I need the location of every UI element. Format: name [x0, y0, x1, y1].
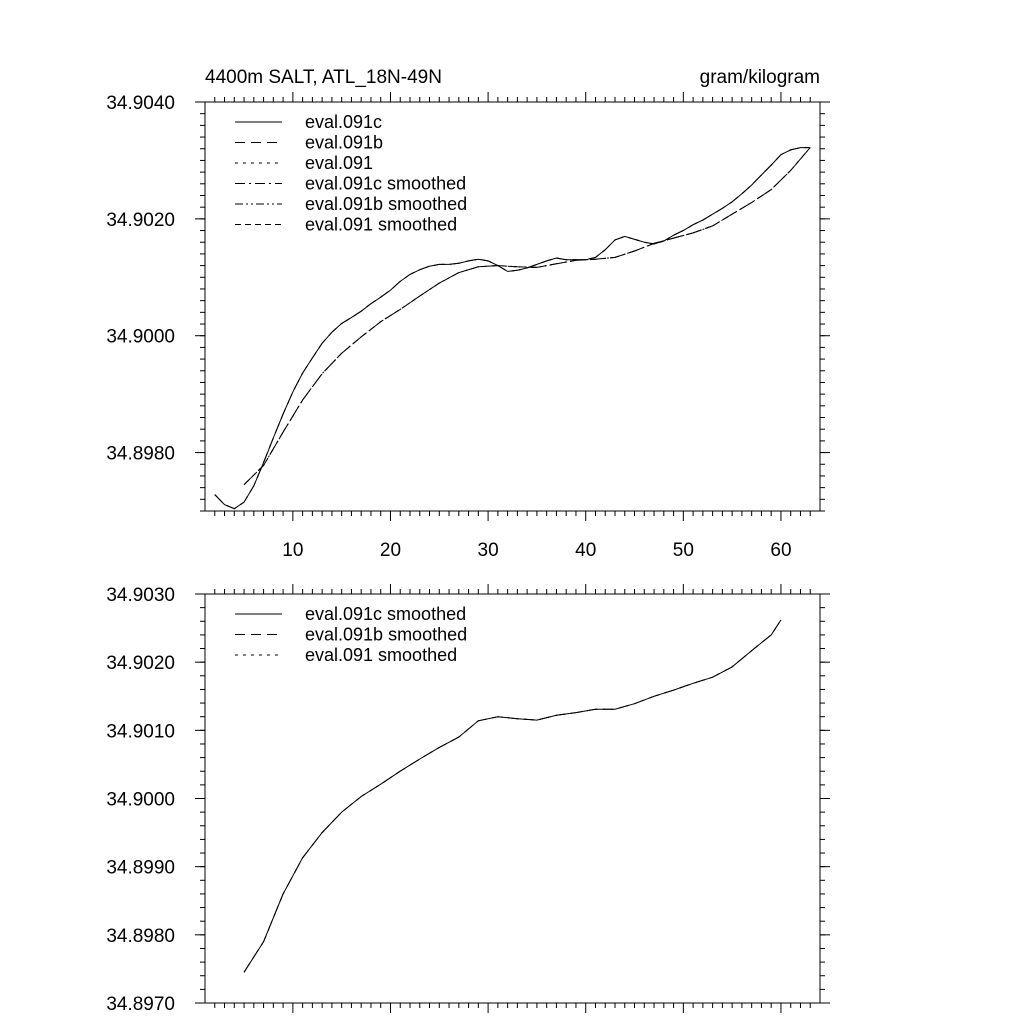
- y-tick-label: 34.8990: [106, 857, 175, 879]
- series-line-3: [244, 620, 781, 972]
- y-tick-label: 34.9000: [106, 789, 175, 811]
- legend-label: eval.091 smoothed: [305, 214, 458, 235]
- x-tick-label: 20: [379, 540, 402, 561]
- units-label: gram/kilogram: [699, 67, 820, 88]
- legend-label: eval.091c smoothed: [305, 604, 467, 624]
- y-tick-label: 34.9030: [106, 585, 175, 606]
- plot-frame: [205, 102, 820, 511]
- legend-label: eval.091c: [305, 112, 383, 132]
- x-tick-label: 30: [477, 540, 499, 561]
- y-tick-label: 34.8970: [106, 994, 175, 1015]
- legend-label: eval.091c smoothed: [305, 173, 467, 194]
- chart-title: 4400m SALT, ATL_18N-49N: [205, 67, 442, 88]
- x-tick-label: 60: [770, 540, 792, 561]
- y-tick-label: 34.9020: [106, 653, 175, 675]
- y-tick-label: 34.9040: [106, 93, 175, 114]
- x-tick-label: 40: [575, 540, 597, 561]
- x-tick-label: 10: [282, 540, 304, 561]
- chart-panel-2: [106, 584, 830, 1015]
- legend-label: eval.091 smoothed: [305, 645, 458, 665]
- legend-label: eval.091b smoothed: [305, 194, 468, 214]
- legend: [235, 112, 467, 235]
- y-tick-label: 34.9000: [106, 326, 175, 348]
- y-tick-label: 34.8980: [106, 925, 175, 947]
- legend-label: eval.091: [305, 153, 374, 173]
- legend: [235, 604, 467, 665]
- y-tick-label: 34.8980: [106, 443, 175, 465]
- series-line-1: [244, 620, 781, 972]
- series-line-2: [244, 620, 781, 972]
- y-tick-label: 34.9010: [106, 721, 175, 743]
- chart-panel-1: [106, 67, 830, 561]
- y-tick-label: 34.9020: [106, 209, 175, 231]
- legend-label: eval.091b: [305, 132, 384, 153]
- legend-label: eval.091b smoothed: [305, 624, 468, 645]
- plot-frame: [205, 594, 820, 1003]
- x-tick-label: 50: [672, 540, 694, 561]
